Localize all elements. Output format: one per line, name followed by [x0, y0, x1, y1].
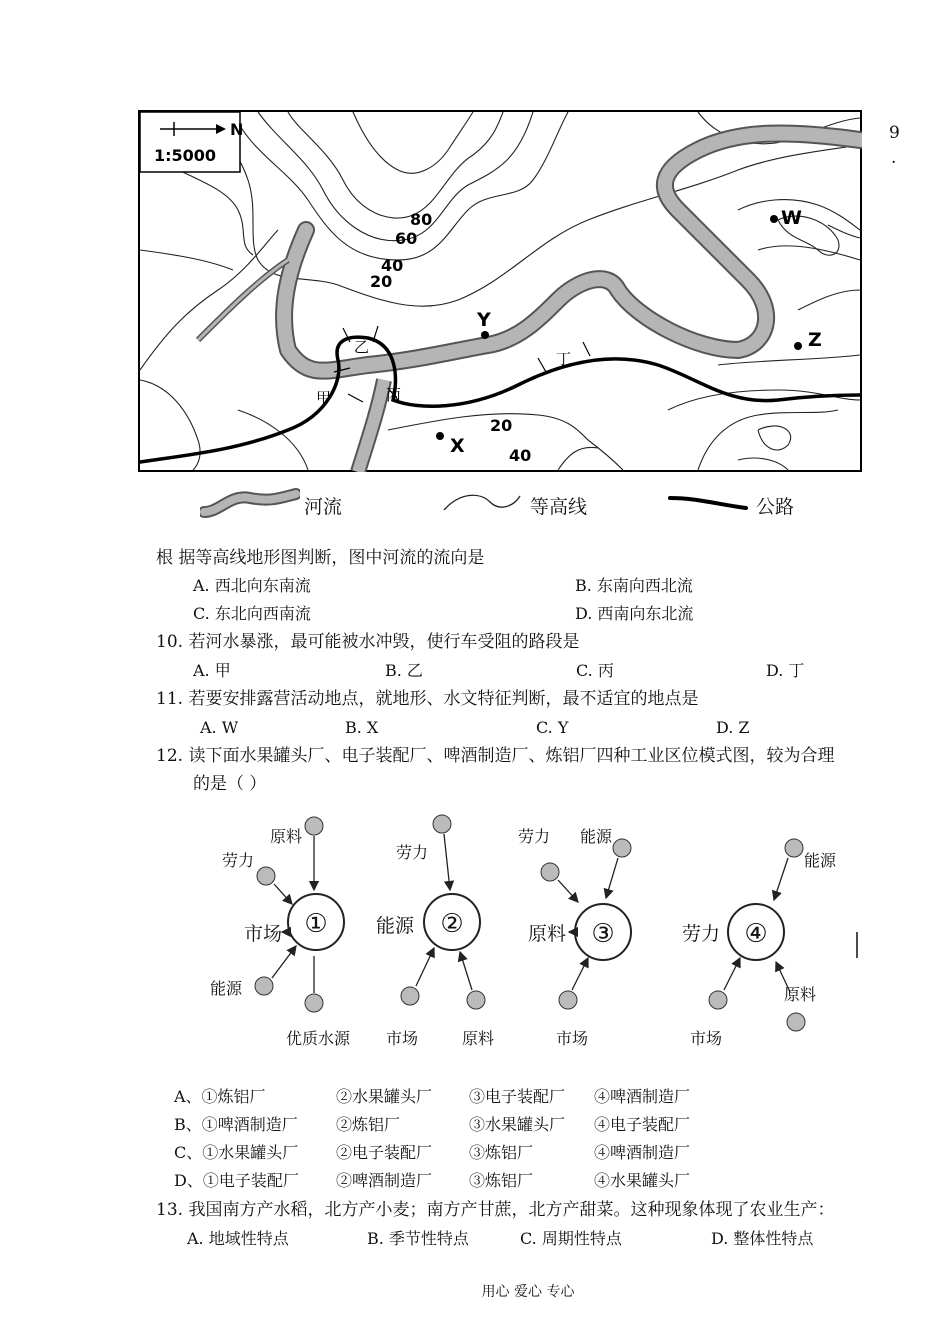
diagram-3-label-market: 市场	[556, 1029, 589, 1048]
diagram-3-label-labor: 劳力	[518, 827, 551, 846]
q9-option-a[interactable]: A. 西北向东南流	[193, 576, 311, 595]
q12-option-d-1[interactable]: D、①电子装配厂	[174, 1171, 299, 1190]
q12-option-b-1[interactable]: B、①啤酒制造厂	[174, 1115, 298, 1134]
diagram-3-label-energy: 能源	[580, 827, 613, 846]
scale-label: 1:5000	[154, 146, 217, 165]
segment-ding: 丁	[556, 350, 572, 368]
diagram-3-number: ③	[591, 919, 615, 949]
legend-road-label: 公路	[756, 496, 795, 518]
segment-jia: 甲	[316, 389, 332, 407]
point-x: X	[450, 435, 465, 457]
diagram-3-label-raw: 原料	[528, 923, 567, 945]
compass-label: N	[230, 120, 244, 139]
diagram-2-label-labor: 劳力	[396, 843, 429, 862]
q12-stem-line2: 的是（ ）	[193, 774, 267, 794]
q9-option-b[interactable]: B. 东南向西北流	[575, 576, 693, 595]
side-question-number: 9	[889, 123, 900, 143]
page-footer: 用心 爱心 专心	[481, 1284, 575, 1300]
q12-option-c-1[interactable]: C、①水果罐头厂	[174, 1143, 299, 1162]
q9-option-c[interactable]: C. 东北向西南流	[193, 604, 311, 623]
diagram-1	[210, 817, 351, 1048]
q11-stem: 11. 若要安排露营活动地点，就地形、水文特征判断，最不适宜的地点是	[156, 689, 699, 709]
diagram-4-label-labor: 劳力	[682, 923, 721, 945]
q13-option-b[interactable]: B. 季节性特点	[367, 1229, 469, 1248]
q11-option-c[interactable]: C. Y	[536, 718, 569, 737]
point-w-dot	[770, 215, 778, 223]
q12-option-a-4: ④啤酒制造厂	[594, 1087, 691, 1106]
contour-label-60: 60	[395, 229, 418, 248]
q13-stem: 13. 我国南方产水稻，北方产小麦；南方产甘蔗，北方产甜菜。这种现象体现了农业生产：	[156, 1200, 835, 1220]
diagram-3	[518, 827, 631, 1048]
segment-yi: 乙	[354, 338, 370, 356]
contour-label-20b: 20	[490, 416, 513, 435]
q9-stem: 根 据等高线地形图判断，图中河流的流向是	[156, 548, 485, 568]
diagram-1-label-raw: 原料	[270, 827, 303, 846]
diagram-2-label-market: 市场	[386, 1029, 419, 1048]
road-legend-icon	[666, 488, 750, 518]
legend-contour-label: 等高线	[530, 496, 588, 518]
q12-option-d-4: ④水果罐头厂	[594, 1171, 691, 1190]
q10-option-d[interactable]: D. 丁	[766, 661, 805, 680]
point-z-dot	[794, 342, 802, 350]
contour-label-40b: 40	[509, 446, 532, 465]
diagram-4-label-energy: 能源	[804, 851, 837, 870]
map-legend	[200, 486, 820, 522]
q12-option-c-2: ②电子装配厂	[336, 1143, 433, 1162]
q13-option-a[interactable]: A. 地域性特点	[187, 1229, 289, 1248]
diagram-1-number: ①	[304, 909, 328, 939]
q12-option-a-3: ③电子装配厂	[469, 1087, 566, 1106]
side-question-dot: .	[891, 148, 897, 168]
q11-option-a[interactable]: A. W	[200, 718, 239, 737]
point-y-dot	[481, 331, 489, 339]
contour-label-40: 40	[381, 256, 404, 275]
diagram-1-label-labor: 劳力	[222, 851, 255, 870]
q10-option-b[interactable]: B. 乙	[385, 661, 423, 680]
contour-label-20: 20	[370, 272, 393, 291]
point-w: W	[781, 207, 802, 229]
point-x-dot	[436, 432, 444, 440]
q12-option-b-2: ②炼铝厂	[336, 1115, 401, 1134]
point-z: Z	[808, 329, 822, 351]
q12-option-c-3: ③炼铝厂	[469, 1143, 534, 1162]
diagram-4	[682, 839, 837, 1048]
diagram-2-number: ②	[440, 909, 464, 939]
point-y: Y	[477, 309, 491, 331]
q11-option-b[interactable]: B. X	[345, 718, 379, 737]
diagram-1-label-water: 优质水源	[286, 1029, 351, 1048]
location-factor-diagrams	[200, 810, 860, 1055]
q11-option-d[interactable]: D. Z	[716, 718, 750, 737]
diagram-4-label-raw: 原料	[784, 985, 817, 1004]
diagram-2	[376, 815, 494, 1048]
diagram-2-label-raw: 原料	[462, 1029, 495, 1048]
q12-option-d-2: ②啤酒制造厂	[336, 1171, 433, 1190]
diagram-1-label-market: 市场	[244, 923, 283, 945]
segment-bing: 丙	[386, 386, 402, 404]
q12-option-d-3: ③炼铝厂	[469, 1171, 534, 1190]
diagram-4-number: ④	[744, 919, 768, 949]
q12-stem-line1: 12. 读下面水果罐头厂、电子装配厂、啤酒制造厂、炼铝厂四种工业区位模式图，较为合理	[156, 746, 835, 766]
diagram-1-label-energy: 能源	[210, 979, 243, 998]
q12-option-a-1[interactable]: A、①炼铝厂	[174, 1087, 266, 1106]
diagram-2-label-energy: 能源	[376, 915, 415, 937]
diagram-4-label-market: 市场	[690, 1029, 723, 1048]
q13-option-d[interactable]: D. 整体性特点	[711, 1229, 814, 1248]
topographic-map	[138, 110, 862, 472]
q10-option-a[interactable]: A. 甲	[193, 661, 231, 680]
q12-option-a-2: ②水果罐头厂	[336, 1087, 433, 1106]
q9-option-d[interactable]: D. 西南向东北流	[575, 604, 694, 623]
contour-label-80: 80	[410, 210, 433, 229]
legend-river-label: 河流	[304, 496, 343, 518]
q12-option-b-3: ③水果罐头厂	[469, 1115, 566, 1134]
contour-legend-icon	[440, 488, 524, 518]
q12-option-b-4: ④电子装配厂	[594, 1115, 691, 1134]
q10-stem: 10. 若河水暴涨，最可能被水冲毁，使行车受阻的路段是	[156, 632, 580, 652]
q13-option-c[interactable]: C. 周期性特点	[520, 1229, 622, 1248]
q10-option-c[interactable]: C. 丙	[576, 661, 614, 680]
river-legend-icon	[200, 488, 300, 518]
q12-option-c-4: ④啤酒制造厂	[594, 1143, 691, 1162]
